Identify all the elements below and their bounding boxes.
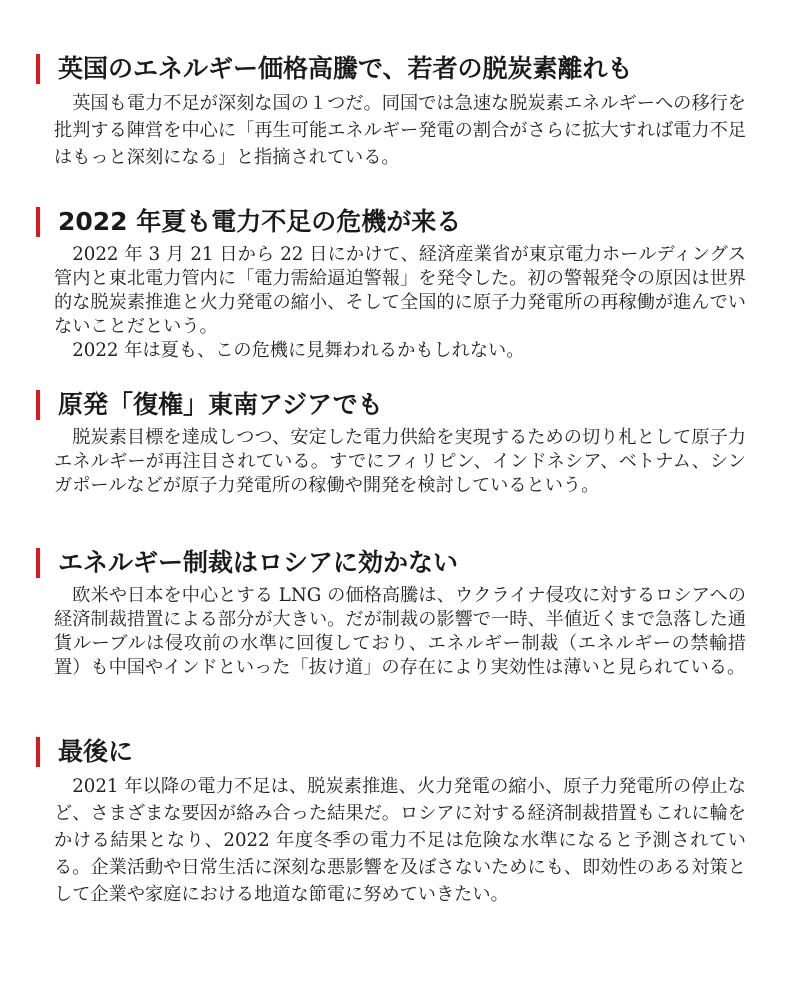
section-heading-row: [36, 203, 756, 243]
section-energy-sanctions-russia: [36, 544, 756, 680]
section-conclusion: [36, 733, 756, 908]
heading-accent-bar: [36, 54, 40, 84]
section-nuclear-southeast-asia: [36, 386, 756, 498]
heading-accent-bar: [36, 548, 40, 578]
heading-accent-bar: [36, 207, 40, 237]
section-heading: エネルギー制裁はロシアに効かない: [58, 548, 459, 577]
paragraph: 2021 年以降の電力不足は、脱炭素推進、火力発電の縮小、原子力発電所の停止など、さまざまな要因が絡み合った結果だ。ロシアに対する経済制裁措置もこれに輪をかける結果となり、2022 年度冬季の電力不足は危険な水準になると予測されている。企業活動や日常生活に深刻な悪影響を及ぼさないためにも、即効性のある対策として企業や家庭における地道な節電に努めていきたい。: [54, 776, 746, 905]
section-heading-row: [36, 50, 756, 90]
section-body: [36, 773, 746, 908]
heading-accent-bar: [36, 737, 40, 767]
section-body: [36, 243, 746, 363]
paragraph: 2022 年は夏も、この危機に見舞われるかもしれない。: [72, 340, 525, 361]
paragraph: 脱炭素目標を達成しつつ、安定した電力供給を実現するための切り札として原子力エネルギーが再注目されている。すでにフィリピン、インドネシア、ベトナム、シンガポールなどが原子力発電所の稼働や開発を検討しているという。: [54, 427, 746, 496]
section-heading: 最後に: [58, 737, 134, 766]
section-heading-row: [36, 386, 756, 426]
paragraph: 欧米や日本を中心とする LNG の価格高騰は、ウクライナ侵攻に対するロシアへの経済制裁措置による部分が大きい。だが制裁の影響で一時、半値近くまで急落した通貨ルーブルは侵攻前の水準に回復しており、エネルギー制裁（エネルギーの禁輸措置）も中国やインドといった「抜け道」の存在により実効性は薄いと見られている。: [54, 585, 746, 678]
section-2022-summer-shortage: [36, 203, 756, 363]
section-heading-row: [36, 544, 756, 584]
paragraph: 2022 年 3 月 21 日から 22 日にかけて、経済産業省が東京電力ホールディングス管内と東北電力管内に「電力需給逼迫警報」を発令した。初の警報発令の原因は世界的な脱炭素推進と火力発電の縮小、そして全国的に原子力発電所の再稼働が進んでいないことだという。: [54, 244, 746, 337]
section-body: [36, 426, 746, 498]
paragraph: 英国も電力不足が深刻な国の１つだ。同国では急速な脱炭素エネルギーへの移行を批判する陣営を中心に「再生可能エネルギー発電の割合がさらに拡大すれば電力不足はもっと深刻になる」と指摘されている。: [54, 93, 746, 168]
section-body: [36, 90, 746, 171]
section-uk-energy-prices: [36, 50, 756, 171]
heading-accent-bar: [36, 390, 40, 420]
section-heading: 原発「復権」東南アジアでも: [58, 390, 383, 419]
section-body: [36, 584, 746, 680]
section-heading-row: [36, 733, 756, 773]
section-heading: 英国のエネルギー価格高騰で、若者の脱炭素離れも: [58, 54, 633, 83]
section-heading: 2022 年夏も電力不足の危機が来る: [58, 207, 462, 236]
